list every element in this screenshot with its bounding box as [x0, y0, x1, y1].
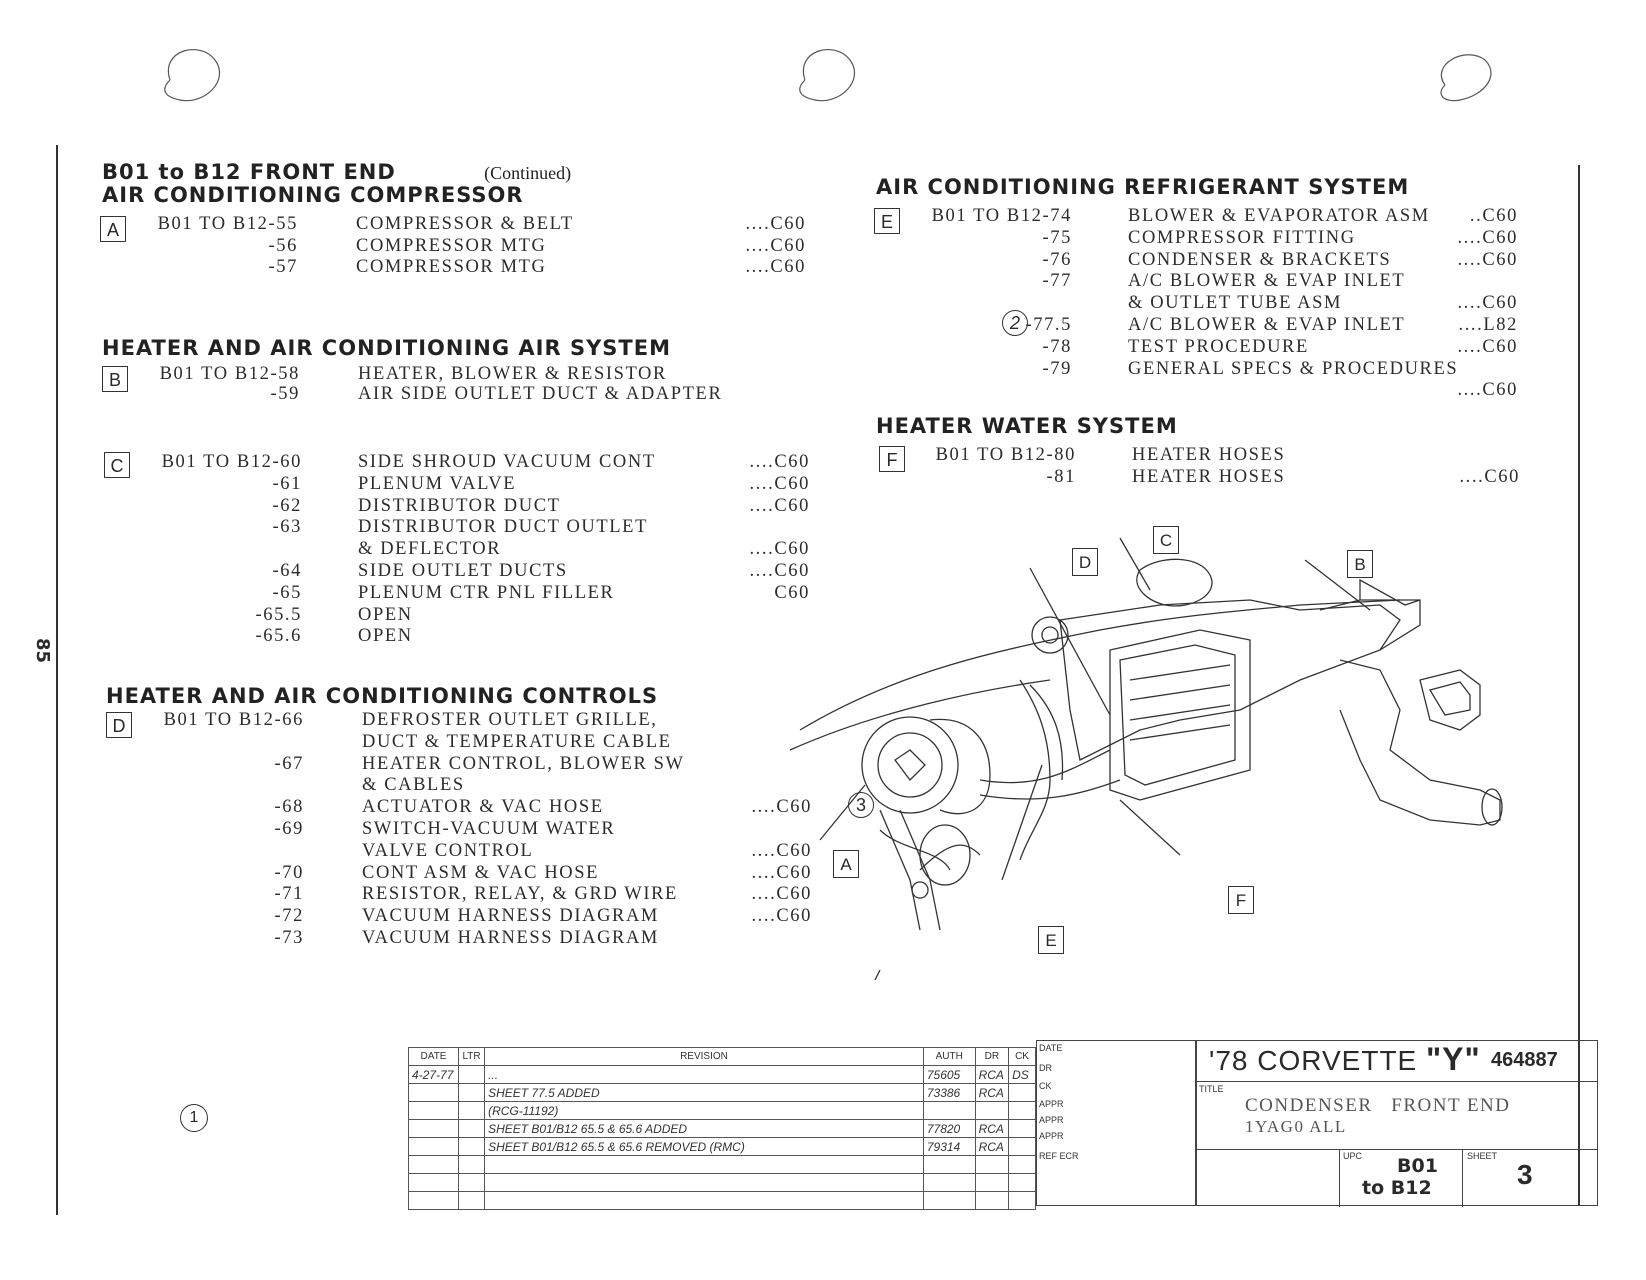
part-description-cell: HEATER HOSES [1132, 466, 1286, 487]
part-number-cell: -67 [274, 753, 304, 774]
part-number-cell: B01 TO B12-74 [931, 206, 1072, 226]
page-ref-cell: ....C60 [749, 473, 810, 494]
hvac-assembly-diagram [780, 510, 1580, 1030]
part-description-cell: & DEFLECTOR [358, 539, 502, 560]
revision-cell [1009, 1102, 1036, 1120]
revision-cell [1009, 1138, 1036, 1156]
part-description-cell: COMPRESSOR & BELT [356, 214, 574, 234]
part-description-cell: COMPRESSOR MTG [356, 257, 547, 277]
part-number-cell: -61 [272, 473, 302, 494]
revision-table [408, 1047, 1036, 1210]
revision-cell: 79314 [923, 1138, 975, 1156]
page-ref-cell: ....C60 [751, 797, 812, 818]
signoff-ck-label: CK [1039, 1081, 1052, 1091]
revision-cell-empty [485, 1192, 924, 1210]
revision-row [409, 1066, 1036, 1084]
signoff-date-label: DATE [1039, 1043, 1063, 1053]
page-ref-cell: ....C60 [1457, 380, 1518, 401]
page-ref-cell: ....C60 [1457, 227, 1518, 248]
page-ref-cell: ..C60 [1469, 206, 1518, 226]
revision-row [409, 1138, 1036, 1156]
part-number-cell: -73 [274, 928, 304, 948]
revision-cell: 77820 [923, 1120, 975, 1138]
page-ref-cell: ....C60 [751, 906, 812, 927]
revision-cell-empty [459, 1174, 485, 1192]
signoff-appr-label-1: APPR [1039, 1099, 1064, 1109]
page-ref-cell: ....C60 [749, 452, 810, 472]
part-number-cell: -63 [272, 517, 302, 538]
revision-cell-empty [1009, 1156, 1036, 1174]
part-description-cell: TEST PROCEDURE [1128, 336, 1309, 357]
part-description-cell: AIR SIDE OUTLET DUCT & ADAPTER [358, 384, 723, 404]
part-number-cell: -77 [1042, 271, 1072, 292]
page-ref-cell: ....C60 [1459, 466, 1520, 487]
part-number-cell: -62 [272, 495, 302, 516]
part-description-cell: A/C BLOWER & EVAP INLET [1128, 315, 1406, 335]
revision-cell: DS [1009, 1066, 1036, 1084]
revision-cell-empty [409, 1174, 459, 1192]
callout-box-e: E [874, 208, 900, 234]
diagram-callout-a: A [833, 850, 859, 878]
section-title: B01 to B12 FRONT END [102, 160, 396, 184]
refrigerant-heading: AIR CONDITIONING REFRIGERANT SYSTEM [876, 175, 1410, 199]
revision-cell-empty [1009, 1174, 1036, 1192]
revision-cell-empty [485, 1156, 924, 1174]
part-description-cell: SIDE OUTLET DUCTS [358, 561, 568, 581]
part-description-cell: OPEN [358, 626, 413, 647]
part-number-cell: -65.6 [255, 626, 302, 647]
part-description-cell: VACUUM HARNESS DIAGRAM [362, 928, 659, 948]
upc-vline [1339, 1149, 1340, 1207]
signoff-appr-label-3: APPR [1039, 1131, 1064, 1141]
revision-row-empty [409, 1156, 1036, 1174]
revision-cell-empty [485, 1174, 924, 1192]
part-number-cell: B01 TO B12-60 [161, 452, 302, 472]
part-number-cell: -79 [1042, 358, 1072, 379]
page-ref-cell: ....C60 [749, 561, 810, 581]
diagram-callout-f: F [1228, 886, 1254, 914]
callout-box-c: C [104, 452, 130, 478]
revision-cell-empty [975, 1156, 1008, 1174]
revision-cell-empty [923, 1156, 975, 1174]
part-description-cell: DUCT & TEMPERATURE CABLE [362, 731, 672, 752]
controls-heading: HEATER AND AIR CONDITIONING CONTROLS [106, 684, 659, 708]
part-description-cell: DISTRIBUTOR DUCT [358, 495, 561, 516]
revision-row-empty [409, 1174, 1036, 1192]
page-ref-cell: ....C60 [1457, 336, 1518, 357]
part-description-cell: HEATER HOSES [1132, 445, 1286, 465]
revision-cell [1009, 1120, 1036, 1138]
part-description-cell: ACTUATOR & VAC HOSE [362, 797, 604, 818]
revision-cell-empty [975, 1174, 1008, 1192]
part-description-cell: A/C BLOWER & EVAP INLET [1128, 271, 1406, 292]
revision-row-empty [409, 1192, 1036, 1210]
part-number-cell: -56 [268, 235, 298, 256]
part-number-cell: -69 [274, 819, 304, 839]
diagram-callout-d: D [1072, 548, 1098, 576]
rev-header-date: DATE [409, 1048, 459, 1066]
diagram-callout-b: B [1347, 550, 1373, 578]
diagram-callout-c: C [1153, 526, 1179, 554]
revision-cell [409, 1084, 459, 1102]
page-ref-cell: ....C60 [745, 235, 806, 256]
part-number-cell: -64 [272, 561, 302, 581]
page-ref-cell: ....L82 [1458, 315, 1518, 335]
upc-label: UPC [1343, 1151, 1363, 1161]
rev-header-ck: CK [1009, 1048, 1036, 1066]
part-description-cell: PLENUM VALVE [358, 473, 517, 494]
part-description-cell: SWITCH-VACUUM WATER [362, 819, 616, 839]
revision-cell-empty [459, 1192, 485, 1210]
revision-cell [923, 1102, 975, 1120]
page-ref-cell: ....C60 [745, 257, 806, 277]
corner-mark: 1 [180, 1104, 208, 1132]
revision-cell: ... [485, 1066, 924, 1084]
title-block-main [1196, 1040, 1598, 1206]
binder-holes [0, 0, 1646, 130]
part-description-cell: & CABLES [362, 775, 465, 796]
callout-box-a: A [100, 216, 126, 242]
revision-cell [459, 1120, 485, 1138]
title-label: TITLE [1199, 1084, 1224, 1094]
revision-cell [459, 1138, 485, 1156]
revision-cell: SHEET B01/B12 65.5 & 65.6 ADDED [485, 1120, 924, 1138]
rev-header-dr: DR [975, 1048, 1008, 1066]
compressor-heading: AIR CONDITIONING COMPRESSOR [102, 183, 524, 207]
revision-mark-3: 3 [848, 792, 874, 818]
revision-cell-empty [409, 1156, 459, 1174]
page-ref-cell: ....C60 [751, 840, 812, 861]
revision-cell [1009, 1084, 1036, 1102]
part-description-cell: COMPRESSOR MTG [356, 235, 547, 256]
page-ref-cell: ....C60 [745, 214, 806, 234]
part-description-cell: & OUTLET TUBE ASM [1128, 293, 1343, 314]
part-number-cell: -68 [274, 797, 304, 818]
signoff-appr-label-2: APPR [1039, 1115, 1064, 1125]
sheet-vline [1462, 1149, 1463, 1207]
part-number-cell: -81 [1046, 466, 1076, 487]
diagram-callout-e: E [1038, 926, 1064, 954]
part-description-cell: HEATER, BLOWER & RESISTOR [358, 364, 667, 384]
rev-header-ltr: LTR [459, 1048, 485, 1066]
model-name [1209, 1041, 1481, 1078]
sheet-number: 3 [1517, 1159, 1533, 1190]
revision-cell: (RCG-11192) [485, 1102, 924, 1120]
part-number-cell: B01 TO B12-55 [157, 214, 298, 234]
revision-cell [459, 1084, 485, 1102]
left-border-line [56, 145, 58, 1215]
part-number-cell: -70 [274, 862, 304, 883]
side-page-number: 85 [32, 637, 54, 664]
model-text: '78 CORVETTE [1209, 1045, 1418, 1076]
rev-header-revision: REVISION [485, 1048, 924, 1066]
revision-cell: SHEET B01/B12 65.5 & 65.6 REMOVED (RMC) [485, 1138, 924, 1156]
part-description-cell: VALVE CONTROL [362, 840, 534, 861]
revision-cell [409, 1138, 459, 1156]
signoff-ref-label: REF ECR [1039, 1151, 1079, 1161]
page-ref-cell: ....C60 [751, 884, 812, 905]
part-number-cell: -65.5 [255, 604, 302, 625]
part-description-cell: COMPRESSOR FITTING [1128, 227, 1356, 248]
signoff-dr-label: DR [1039, 1063, 1052, 1073]
part-number-cell: -72 [274, 906, 304, 927]
part-number-cell: B01 TO B12-58 [159, 364, 300, 384]
part-number-cell: -75 [1042, 227, 1072, 248]
section-header [102, 160, 571, 184]
part-number-cell: -78 [1042, 336, 1072, 357]
part-description-cell: DISTRIBUTOR DUCT OUTLET [358, 517, 648, 538]
part-description-cell: SIDE SHROUD VACUUM CONT [358, 452, 656, 472]
part-number-cell: -59 [270, 384, 300, 404]
page-ref-cell: C60 [774, 582, 810, 603]
revision-cell: RCA [975, 1120, 1008, 1138]
revision-cell-empty [409, 1192, 459, 1210]
revision-row [409, 1120, 1036, 1138]
water-heading: HEATER WATER SYSTEM [876, 414, 1178, 438]
callout-box-f: F [879, 446, 905, 472]
page-ref-cell: ....C60 [751, 862, 812, 883]
part-description-cell: BLOWER & EVAPORATOR ASM [1128, 206, 1430, 226]
revision-cell [409, 1102, 459, 1120]
revision-cell [459, 1066, 485, 1084]
upc-divider [1197, 1149, 1597, 1150]
part-number-cell: -65 [272, 582, 302, 603]
rev-header-auth: AUTH [923, 1048, 975, 1066]
revision-cell: RCA [975, 1084, 1008, 1102]
part-number: 464887 [1491, 1049, 1558, 1071]
revision-cell: SHEET 77.5 ADDED [485, 1084, 924, 1102]
revision-cell-empty [1009, 1192, 1036, 1210]
part-description-cell: DEFROSTER OUTLET GRILLE, [362, 710, 658, 730]
title-line-2: 1YAG0 ALL [1245, 1117, 1347, 1136]
revision-cell-empty [975, 1192, 1008, 1210]
part-description-cell: RESISTOR, RELAY, & GRD WIRE [362, 884, 678, 905]
upc-line-1: B01 [1397, 1155, 1438, 1177]
part-number-cell: B01 TO B12-80 [935, 445, 1076, 465]
part-number-cell: B01 TO B12-66 [163, 710, 304, 730]
revision-row [409, 1102, 1036, 1120]
revision-cell [975, 1102, 1008, 1120]
part-description-cell: VACUUM HARNESS DIAGRAM [362, 906, 659, 927]
part-description-cell: HEATER CONTROL, BLOWER SW [362, 753, 685, 774]
part-number-cell: -57 [268, 257, 298, 277]
part-description-cell: PLENUM CTR PNL FILLER [358, 582, 615, 603]
page-ref-cell: ....C60 [749, 539, 810, 560]
part-description-cell: GENERAL SPECS & PROCEDURES [1128, 358, 1459, 379]
part-number-cell: -77.5 [1025, 315, 1072, 335]
revision-cell: RCA [975, 1066, 1008, 1084]
revision-cell-empty [923, 1192, 975, 1210]
revision-cell [409, 1120, 459, 1138]
callout-box-b: B [102, 366, 128, 392]
revision-row [409, 1084, 1036, 1102]
part-description-cell: OPEN [358, 604, 413, 625]
part-number-cell: -71 [274, 884, 304, 905]
page-ref-cell: ....C60 [1457, 293, 1518, 314]
revision-cell [459, 1102, 485, 1120]
air-system-heading: HEATER AND AIR CONDITIONING AIR SYSTEM [102, 336, 671, 360]
revision-cell: 75605 [923, 1066, 975, 1084]
part-description-cell: CONDENSER & BRACKETS [1128, 249, 1392, 270]
revision-cell-empty [459, 1156, 485, 1174]
revision-cell: RCA [975, 1138, 1008, 1156]
revision-mark-2: 2 [1002, 310, 1028, 336]
page-ref-cell: ....C60 [1457, 249, 1518, 270]
title-divider [1197, 1081, 1597, 1082]
revision-cell-empty [923, 1174, 975, 1192]
page-ref-cell: ....C60 [749, 495, 810, 516]
revision-cell: 4-27-77 [409, 1066, 459, 1084]
revision-cell: 73386 [923, 1084, 975, 1102]
sheet-label: SHEET [1467, 1151, 1498, 1161]
title-line-1: CONDENSER FRONT END [1245, 1095, 1511, 1116]
upc-line-2: to B12 [1362, 1177, 1432, 1199]
title-block-signoff [1036, 1040, 1196, 1206]
continued-label: (Continued) [484, 163, 572, 183]
callout-box-d: D [106, 712, 132, 738]
part-description-cell: CONT ASM & VAC HOSE [362, 862, 600, 883]
part-number-cell: -76 [1042, 249, 1072, 270]
series-text: "Y" [1426, 1041, 1481, 1077]
